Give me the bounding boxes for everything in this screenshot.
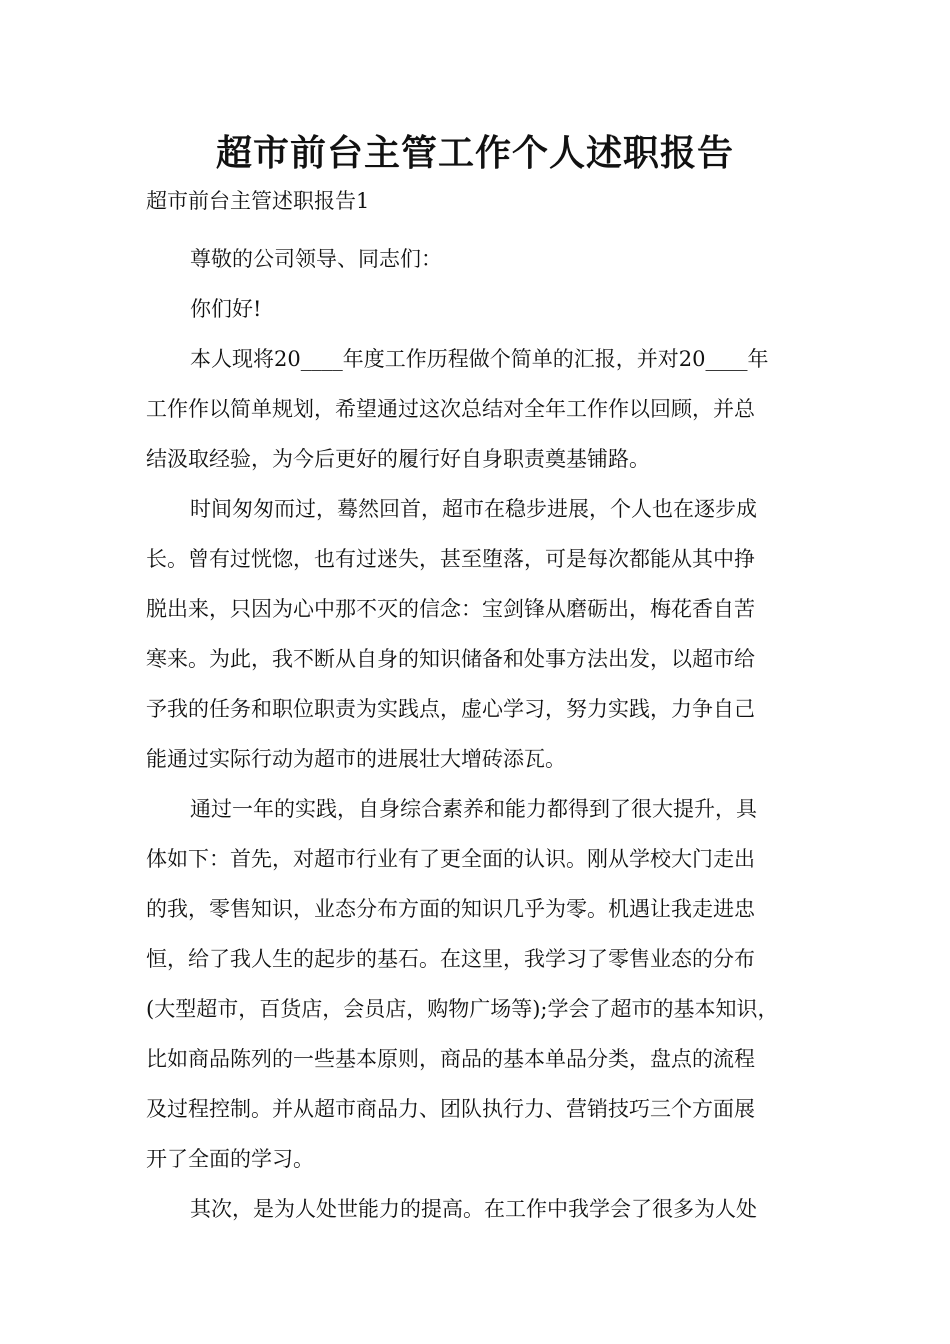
paragraph-line: 的我，零售知识，业态分布方面的知识几乎为零。机遇让我走进忠 <box>146 897 755 921</box>
paragraph-line: 尊敬的公司领导、同志们： <box>190 247 442 271</box>
paragraph-reflection <box>146 484 810 784</box>
document-subtitle: 超市前台主管述职报告1 <box>146 189 370 213</box>
paragraph-line: 时间匆匆而过，蓦然回首，超市在稳步进展，个人也在逐步成 <box>190 497 757 521</box>
paragraph-line: 通过一年的实践，自身综合素养和能力都得到了很大提升，具 <box>190 797 757 821</box>
paragraph-line: 工作作以简单规划，希望通过这次总结对全年工作作以回顾，并总 <box>146 397 755 421</box>
paragraph-line: 体如下：首先，对超市行业有了更全面的认识。刚从学校大门走出 <box>146 847 755 871</box>
paragraph-line: 寒来。为此，我不断从自身的知识储备和处事方法出发，以超市给 <box>146 647 755 671</box>
paragraph-line: 结汲取经验，为今后更好的履行好自身职责奠基铺路。 <box>146 447 650 471</box>
document-title: 超市前台主管工作个人述职报告 <box>215 132 734 174</box>
paragraph-line: 长。曾有过恍惚，也有过迷失，甚至堕落，可是每次都能从其中挣 <box>146 547 755 571</box>
paragraph-line: 其次，是为人处世能力的提高。在工作中我学会了很多为人处 <box>190 1197 757 1221</box>
paragraph-practice <box>146 784 810 1184</box>
paragraph-line: 开了全面的学习。 <box>146 1147 314 1171</box>
paragraph-intro <box>146 334 810 484</box>
paragraph-line: 能通过实际行动为超市的进展壮大增砖添瓦。 <box>146 747 566 771</box>
paragraph-line: 你们好! <box>190 297 262 321</box>
paragraph-line: (大型超市，百货店，会员店，购物广场等);学会了超市的基本知识， <box>146 997 779 1021</box>
paragraph-line: 予我的任务和职位职责为实践点，虚心学习，努力实践，力争自己 <box>146 697 755 721</box>
paragraph-line: 恒，给了我人生的起步的基石。在这里，我学习了零售业态的分布 <box>146 947 755 971</box>
paragraph-greeting <box>146 234 810 284</box>
paragraph-hello <box>146 284 810 334</box>
paragraph-line: 脱出来，只因为心中那不灭的信念：宝剑锋从磨砺出，梅花香自苦 <box>146 597 755 621</box>
paragraph-secondly <box>146 1184 810 1234</box>
paragraph-line: 比如商品陈列的一些基本原则，商品的基本单品分类，盘点的流程 <box>146 1047 755 1071</box>
paragraph-line: 本人现将20____年度工作历程做个简单的汇报，并对20____年 <box>190 347 769 371</box>
paragraph-line: 及过程控制。并从超市商品力、团队执行力、营销技巧三个方面展 <box>146 1097 755 1121</box>
document-body <box>146 234 810 1234</box>
